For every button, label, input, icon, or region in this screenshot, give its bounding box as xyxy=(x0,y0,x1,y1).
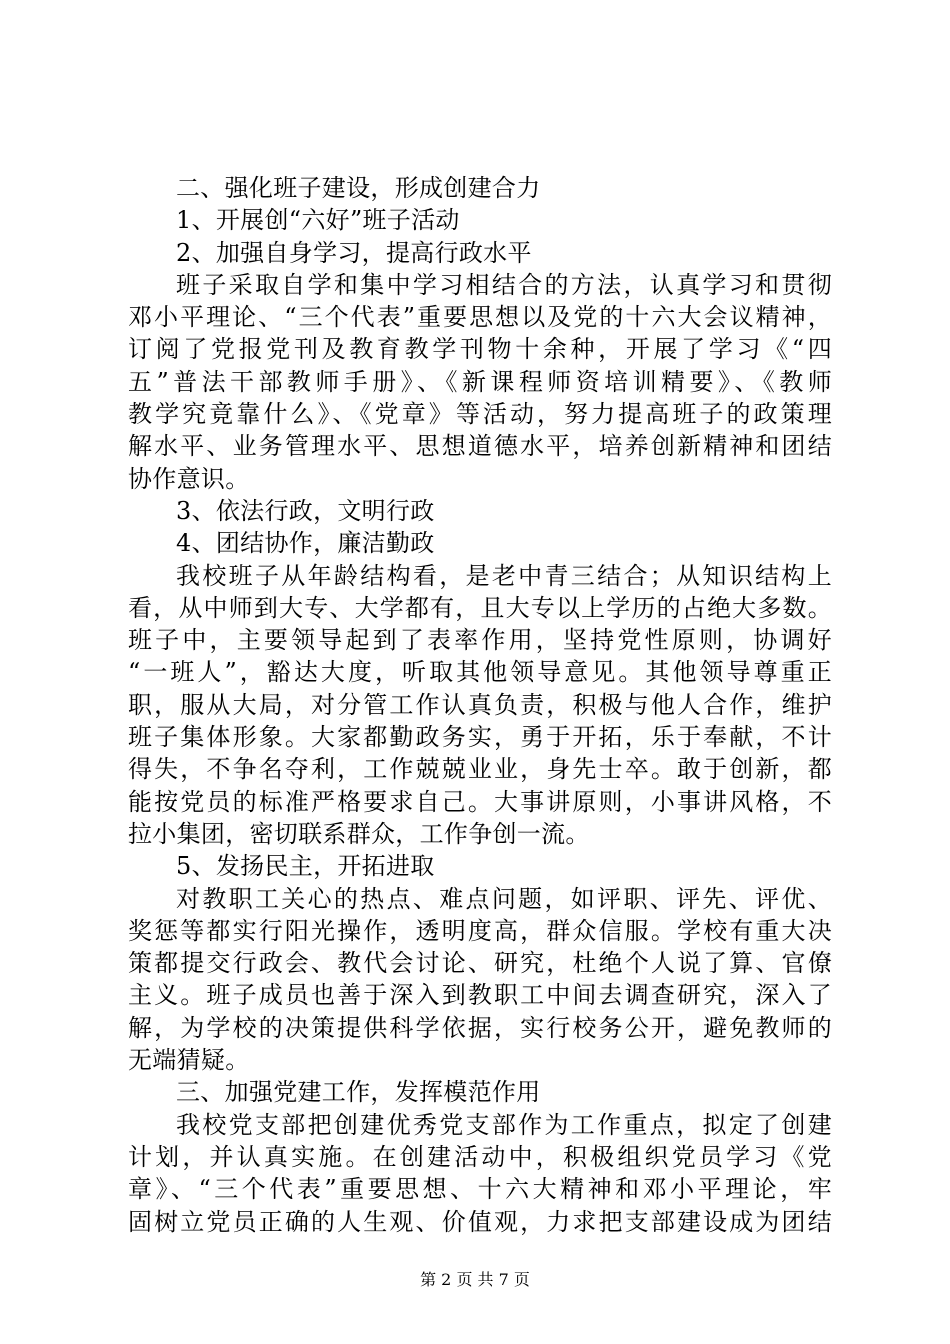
text-line: 我校班子从年龄结构看，是老中青三结合；从知识结构上 xyxy=(176,561,832,590)
text-line: 解，为学校的决策提供科学依据，实行校务公开，避免教师的 xyxy=(128,1013,832,1042)
text-line: 1、开展创“六好”班子活动 xyxy=(176,206,460,235)
text-line: 二、强化班子建设，形成创建合力 xyxy=(176,174,541,202)
text-line: 解水平、业务管理水平、思想道德水平，培养创新精神和团结 xyxy=(128,432,832,461)
text-line: 协作意识。 xyxy=(128,464,250,493)
text-line: 三、加强党建工作，发挥模范作用 xyxy=(176,1078,541,1107)
document-body xyxy=(128,172,832,1238)
text-line: 固树立党员正确的人生观、价值观，力求把支部建设成为团结 xyxy=(128,1207,832,1236)
text-line: 对教职工关心的热点、难点问题，如评职、评先、评优、 xyxy=(176,884,832,913)
text-line: 拉小集团，密切联系群众，工作争创一流。 xyxy=(128,819,590,848)
text-line: 奖惩等都实行阳光操作，透明度高，群众信服。学校有重大决 xyxy=(128,916,832,945)
text-line: 4、团结协作，廉洁勤政 xyxy=(176,529,435,558)
text-line: 教学究竟靠什么》、《党章》等活动，努力提高班子的政策理 xyxy=(128,400,832,429)
text-line: 五”普法干部教师手册》、《新课程师资培训精要》、《教师 xyxy=(128,367,832,396)
text-line: 章》、“三个代表”重要思想、十六大精神和邓小平理论，牢 xyxy=(128,1175,832,1204)
text-line: 5、发扬民主，开拓进取 xyxy=(176,852,435,881)
text-line: 计划，并认真实施。在创建活动中，积极组织党员学习《党 xyxy=(128,1142,832,1171)
text-line: 班子集体形象。大家都勤政务实，勇于开拓，乐于奉献，不计 xyxy=(128,723,832,752)
text-line: “一班人”，豁达大度，听取其他领导意见。其他领导尊重正 xyxy=(128,658,832,687)
text-line: 班子采取自学和集中学习相结合的方法，认真学习和贯彻 xyxy=(176,270,832,299)
text-line: 主义。班子成员也善于深入到教职工中间去调查研究，深入了 xyxy=(128,981,832,1010)
text-line: 策都提交行政会、教代会讨论、研究，杜绝个人说了算、官僚 xyxy=(128,949,832,978)
text-line: 我校党支部把创建优秀党支部作为工作重点，拟定了创建 xyxy=(176,1110,832,1139)
text-line: 职，服从大局，对分管工作认真负责，积极与他人合作，维护 xyxy=(128,690,832,719)
text-line: 2、加强自身学习，提高行政水平 xyxy=(176,238,532,267)
text-line: 能按党员的标准严格要求自己。大事讲原则，小事讲风格，不 xyxy=(128,787,832,816)
text-line: 3、依法行政，文明行政 xyxy=(176,496,435,525)
text-line: 班子中，主要领导起到了表率作用，坚持党性原则，协调好 xyxy=(128,626,832,655)
text-line: 无端猜疑。 xyxy=(128,1046,250,1075)
page-footer: 第 2 页 共 7 页 xyxy=(420,1270,530,1289)
text-line: 得失，不争名夺利，工作兢兢业业，身先士卒。敢于创新，都 xyxy=(128,755,832,784)
text-line: 看，从中师到大专、大学都有，且大专以上学历的占绝大多数。 xyxy=(128,593,832,622)
text-line: 邓小平理论、“三个代表”重要思想以及党的十六大会议精神， xyxy=(128,303,832,332)
text-line: 订阅了党报党刊及教育教学刊物十余种，开展了学习《“四 xyxy=(128,335,832,364)
